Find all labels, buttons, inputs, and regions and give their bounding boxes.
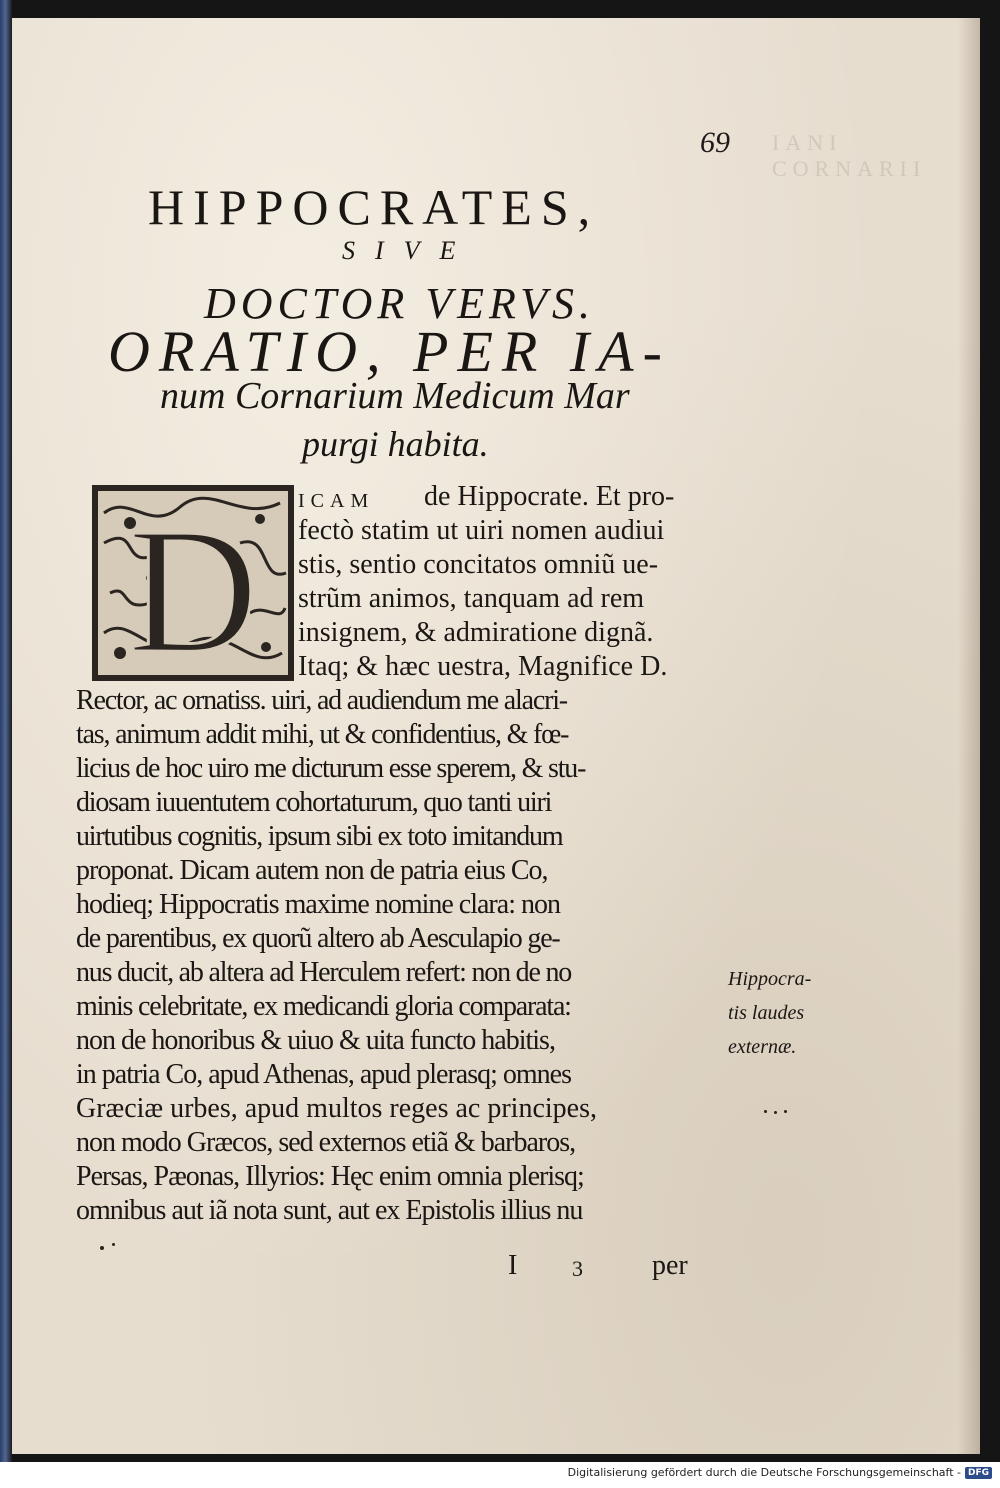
text-line: in patria Co, apud Athenas, apud plerasq; omnes — [76, 1059, 571, 1090]
ink-speck — [764, 1110, 767, 1113]
text-line: fectò statim ut uiri nomen audiui — [298, 515, 665, 546]
text-line: uirtutibus cognitis, ipsum sibi ex toto imitandum — [76, 821, 563, 852]
text-line: licius de hoc uiro me dicturum esse sperem, & stu- — [76, 753, 586, 784]
text-line: de Hippocrate. Et pro- — [424, 481, 675, 512]
text-line: insignem, & admiratione dignã. — [298, 617, 654, 648]
decorated-initial — [90, 483, 296, 683]
ink-speck — [784, 1110, 787, 1113]
text-line: diosam iuuentutem cohortaturum, quo tanti uiri — [76, 787, 552, 818]
margin-note-line: tis laudes — [728, 1002, 805, 1024]
signature-mark: I — [508, 1250, 518, 1281]
margin-note-line: externæ. — [728, 1036, 797, 1058]
text-line: tas, animum addit mihi, ut & confidentius, & fœ- — [76, 719, 569, 750]
marginal-note — [728, 962, 811, 1064]
title-subtitle: DOCTOR VERVS. — [204, 279, 595, 328]
margin-note-line: Hippocra- — [728, 968, 812, 990]
catchword: per — [652, 1250, 688, 1281]
text-line: nus ducit, ab altera ad Herculem refert: non de no — [76, 957, 572, 988]
title-oratio: ORATIO, PER IA- — [108, 319, 671, 384]
text-line: Itaq; & hæc uestra, Magnifice D. — [298, 651, 668, 682]
text-line: Persas, Pæonas, Illyrios: Hęc enim omnia plerisq; — [76, 1161, 584, 1192]
opening-small-caps: ICAM — [298, 490, 375, 512]
book-edge — [0, 0, 12, 1462]
footer-text: Digitalisierung gefördert durch die Deutsche Forschungsgemeinschaft - — [567, 1466, 961, 1479]
book-page — [12, 18, 980, 1454]
text-line: non de honoribus & uiuo & uita functo habitis, — [76, 1025, 555, 1056]
ink-speck — [112, 1243, 115, 1246]
ink-speck — [774, 1111, 777, 1114]
text-line: de parentibus, ex quorũ altero ab Aesculapio ge- — [76, 923, 560, 954]
title-sive: SIVE — [342, 236, 476, 265]
dfg-logo: DFG — [965, 1467, 992, 1479]
text-line: hodieq; Hippocratis maxime nomine clara: non — [76, 889, 560, 920]
bleed-through-text: IANI CORNARII — [772, 130, 927, 181]
text-line: non modo Græcos, sed externos etiã & barbaros, — [76, 1127, 576, 1158]
initial-letter: D — [128, 491, 258, 683]
title-main: HIPPOCRATES, — [148, 179, 600, 235]
text-line: omnibus aut iã nota sunt, aut ex Epistolis illius nu — [76, 1195, 583, 1226]
text-line: minis celebritate, ex medicandi gloria comparata: — [76, 991, 571, 1022]
page-number: 69 — [700, 126, 730, 159]
text-line: proponat. Dicam autem non de patria eius Co, — [76, 855, 548, 886]
text-line: Græciæ urbes, apud multos reges ac principes, — [76, 1093, 597, 1124]
page-gutter-shadow — [958, 18, 980, 1454]
text-line: strũm animos, tanquam ad rem — [298, 583, 645, 614]
title-author: num Cornarium Medicum Mar — [160, 375, 630, 417]
funding-footer — [568, 1466, 992, 1479]
signature-number: 3 — [572, 1256, 583, 1281]
text-line: Rector, ac ornatiss. uiri, ad audiendum me alacri- — [76, 685, 567, 716]
ink-speck — [100, 1246, 104, 1250]
title-place: purgi habita. — [302, 424, 489, 464]
text-line: stis, sentio concitatos omniũ ue- — [298, 549, 659, 580]
initial-ornament-icon — [90, 483, 296, 683]
